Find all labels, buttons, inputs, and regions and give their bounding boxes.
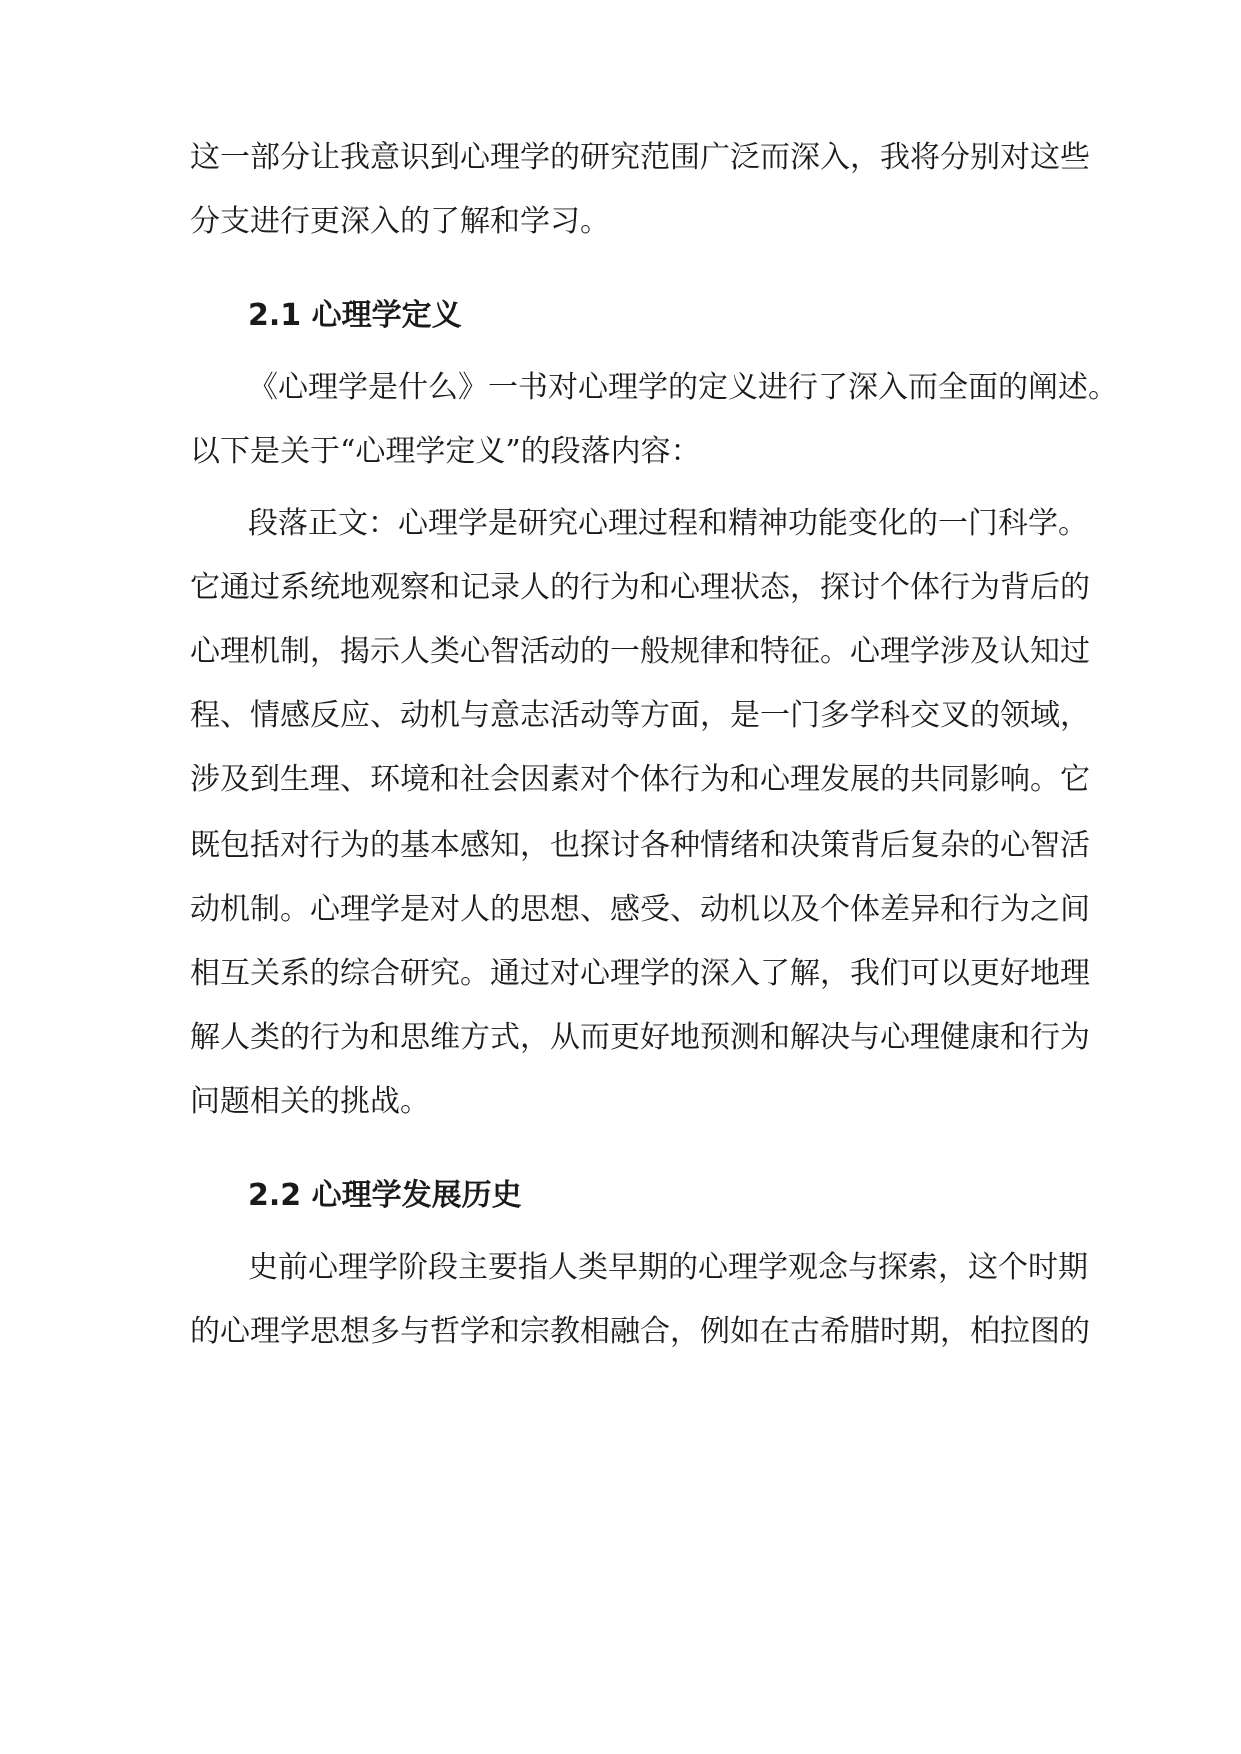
definition-body-line-6: 既包括对行为的基本感知，也探讨各种情绪和决策背后复杂的心智活 — [190, 828, 1090, 863]
section-heading-2-2: 2.2 心理学发展历史 — [248, 1178, 522, 1213]
intro-line-2: 分支进行更深入的了解和学习。 — [190, 204, 610, 239]
definition-intro-line-2: 以下是关于“心理学定义”的段落内容： — [190, 434, 701, 469]
history-line-1: 史前心理学阶段主要指人类早期的心理学观念与探索，这个时期 — [248, 1250, 1088, 1285]
definition-body-line-5: 涉及到生理、环境和社会因素对个体行为和心理发展的共同影响。它 — [190, 762, 1090, 797]
definition-body-line-7: 动机制。心理学是对人的思想、感受、动机以及个体差异和行为之间 — [190, 892, 1090, 927]
definition-body-line-4: 程、情感反应、动机与意志活动等方面，是一门多学科交叉的领域， — [190, 698, 1090, 733]
definition-body-line-10: 问题相关的挑战。 — [190, 1084, 430, 1119]
definition-body-line-3: 心理机制，揭示人类心智活动的一般规律和特征。心理学涉及认知过 — [190, 634, 1090, 669]
definition-body-line-2: 它通过系统地观察和记录人的行为和心理状态，探讨个体行为背后的 — [190, 570, 1090, 605]
definition-body-line-1: 段落正文：心理学是研究心理过程和精神功能变化的一门科学。 — [248, 506, 1088, 541]
definition-body-line-9: 解人类的行为和思维方式，从而更好地预测和解决与心理健康和行为 — [190, 1020, 1090, 1055]
history-line-2: 的心理学思想多与哲学和宗教相融合，例如在古希腊时期，柏拉图的 — [190, 1314, 1090, 1349]
definition-body-line-8: 相互关系的综合研究。通过对心理学的深入了解，我们可以更好地理 — [190, 956, 1090, 991]
intro-line-1: 这一部分让我意识到心理学的研究范围广泛而深入，我将分别对这些 — [190, 140, 1090, 175]
section-heading-2-1: 2.1 心理学定义 — [248, 298, 462, 333]
definition-intro-line-1: 《心理学是什么》一书对心理学的定义进行了深入而全面的阐述。 — [248, 370, 1118, 405]
